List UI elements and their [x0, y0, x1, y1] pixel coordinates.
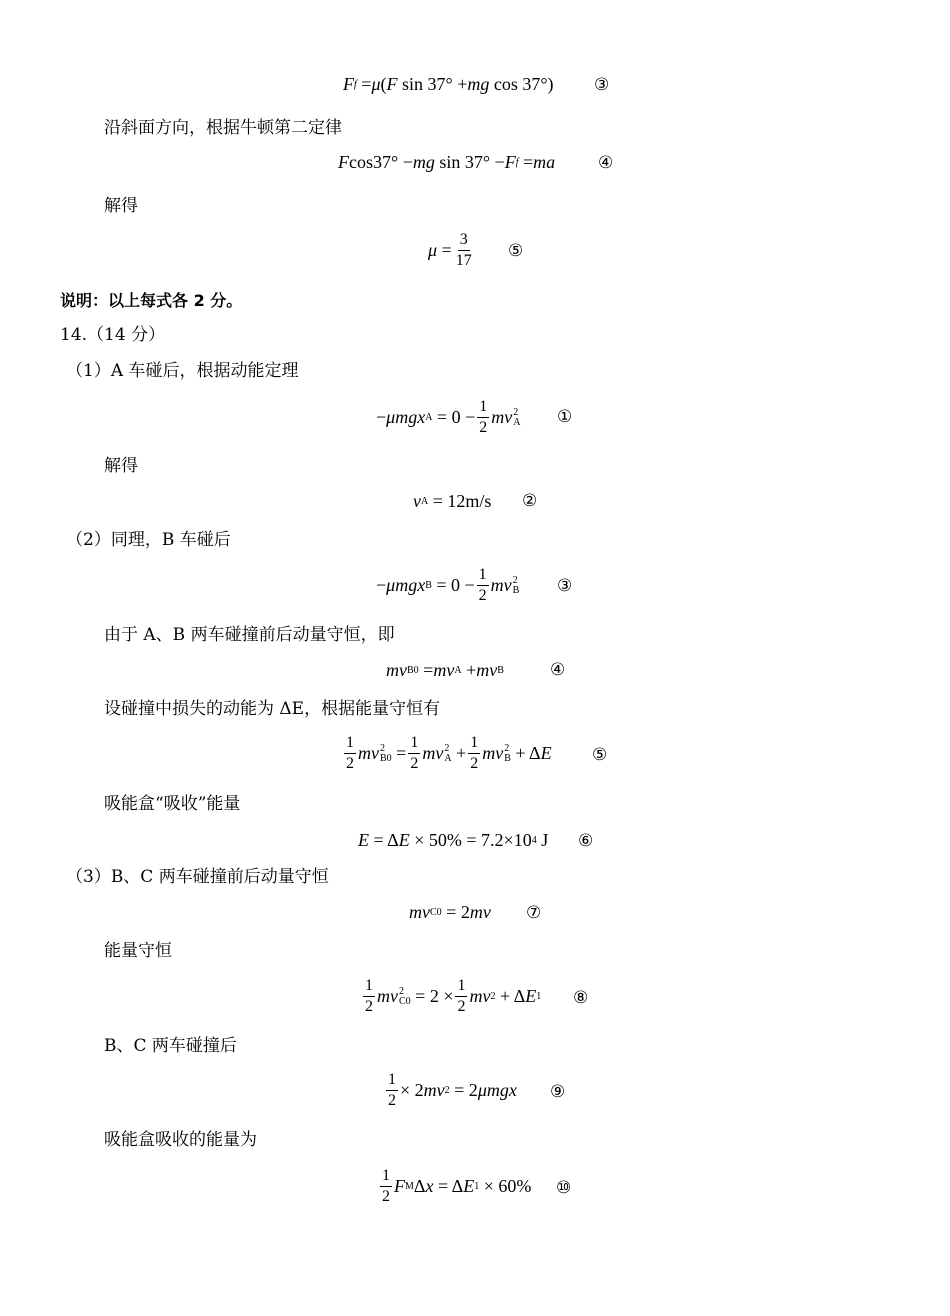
equation-mu: μ = $\frac{3}{17}$	[428, 231, 472, 269]
question-title: 14.（14 分）	[60, 325, 166, 345]
e-value: 7.2×10	[481, 830, 532, 850]
equation-number: ⑥	[578, 831, 594, 851]
equation-number: ⑦	[526, 903, 542, 923]
text-energy-conservation: 能量守恒	[104, 941, 172, 961]
equation-va: v A = 12m/s	[413, 491, 492, 511]
part-2-heading: （2）同理，B 车碰后	[66, 530, 231, 550]
equation-box-energy: $\frac{1}{2}$ F M Δ x = Δ E 1 × 60%	[382, 1167, 532, 1205]
va-value: 12m/s	[447, 491, 492, 511]
equation-number: ⑧	[573, 988, 589, 1008]
equation-momentum-bc: mv C0 = 2 mv	[409, 902, 491, 922]
text-along-incline: 沿斜面方向，根据牛顿第二定律	[104, 118, 342, 138]
mu-numerator: 3	[458, 231, 470, 251]
equation-momentum-ab: mv B0 = mv A + mv B	[386, 660, 504, 680]
text-solve: 解得	[104, 456, 138, 476]
equation-friction-work: $\frac{1}{2}$ × 2 mv 2 = 2 μmgx	[388, 1071, 517, 1109]
equation-work-energy-a: − μmgx A = 0 − $\frac{1}{2}$ mv 2 A	[376, 398, 521, 436]
equation-number: ①	[557, 407, 573, 427]
equation-number: ⑤	[508, 241, 524, 261]
text-kinetic-loss: 设碰撞中损失的动能为 ΔE，根据能量守恒有	[104, 699, 441, 719]
equation-work-energy-b: − μmgx B = 0 − $\frac{1}{2}$ mv 2 B	[376, 566, 520, 604]
equation-number: ③	[594, 75, 610, 95]
part-3-heading: （3）B、C 两车碰撞前后动量守恒	[66, 867, 329, 887]
equation-friction: F f = μ ( F sin 37° + mg cos 37°)	[343, 74, 554, 94]
pct-60: 60%	[498, 1176, 532, 1196]
equation-number: ⑩	[556, 1178, 572, 1198]
equation-absorbed-energy: E = Δ E × 50% = 7.2×10 4 J	[358, 830, 549, 850]
scoring-note: 说明：以上每式各 2 分。	[60, 291, 243, 310]
equation-energy-ab: $\frac{1}{2}$ mv 2 B0 = $\frac{1}{2}$ mv 2 A + $\frac{1}{2}$ mv 2 B + Δ E	[346, 734, 552, 772]
e-exponent: 4	[531, 835, 537, 846]
e-unit: J	[541, 830, 549, 850]
equation-energy-bc: $\frac{1}{2}$ mv 2 C0 = 2 × $\frac{1}{2}$ mv 2 + Δ E 1	[365, 977, 542, 1015]
equation-number: ③	[557, 576, 573, 596]
text-bc-after: B、C 两车碰撞后	[104, 1036, 237, 1056]
text-momentum-ab: 由于 A、B 两车碰撞前后动量守恒，即	[104, 625, 395, 645]
text-solve: 解得	[104, 196, 138, 216]
part-1-heading: （1）A 车碰后，根据动能定理	[66, 361, 299, 381]
equation-number: ④	[598, 153, 614, 173]
equation-number: ⑤	[592, 745, 608, 765]
mu-denominator: 17	[455, 252, 472, 269]
equation-number: ⑨	[550, 1082, 566, 1102]
equation-number: ④	[550, 660, 566, 680]
equation-newton: F cos37° − mg sin 37° − F f = ma	[338, 152, 556, 172]
text-absorb: 吸能盒“吸收”能量	[104, 794, 241, 814]
pct-50: 50%	[428, 830, 462, 850]
equation-number: ②	[522, 491, 538, 511]
text-absorb-2: 吸能盒吸收的能量为	[104, 1130, 257, 1150]
